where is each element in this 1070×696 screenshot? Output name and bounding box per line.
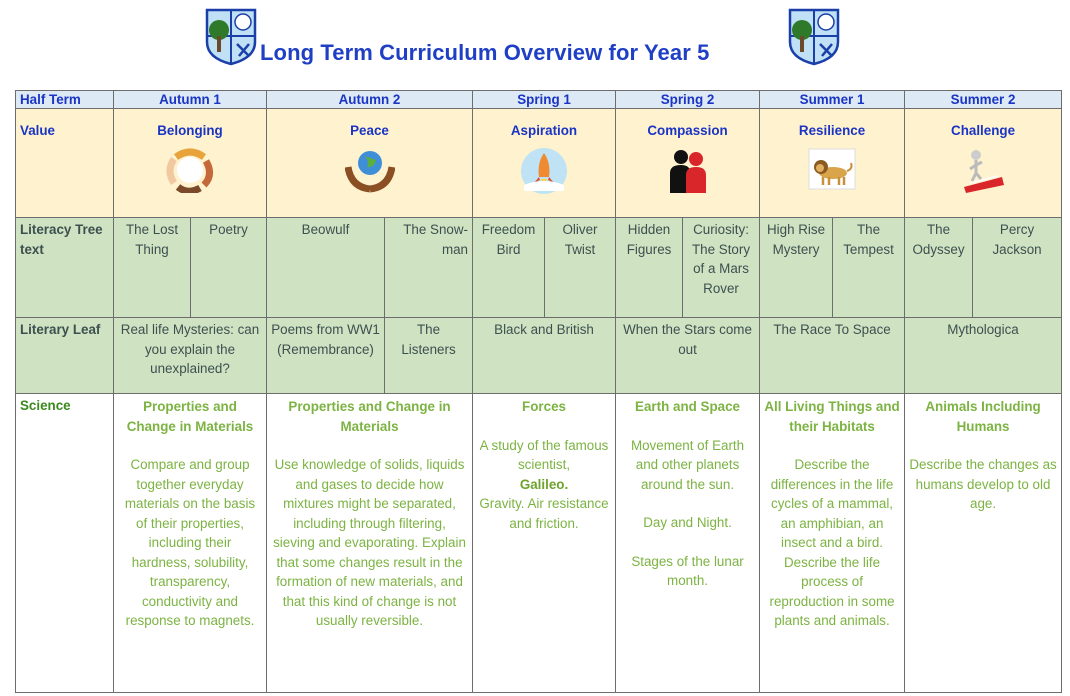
book-cell: Oliver Twist [545,218,616,318]
value-cell [267,109,473,218]
row-label-value [16,109,114,218]
value-cell [616,109,760,218]
leaf-cell: Mythologica [905,318,1062,394]
science-description [620,436,755,591]
science-description-intro: A study of the famous scientist, [479,437,609,472]
book-cell: Freedom Bird [473,218,545,318]
science-point: Movement of Earth and other planets around the sun. [630,437,745,492]
school-crest-icon [205,8,257,66]
curriculum-table [15,90,1062,693]
book-cell: Poetry [191,218,267,318]
value-name: Aspiration [510,123,578,138]
book-cell: Percy Jackson [973,218,1062,318]
row-label-literary-leaf: Literary Leaf [16,318,114,394]
science-topic: Properties and Change in Materials [126,399,254,434]
science-point: Stages of the lunar month. [631,553,744,588]
book-cell: High Rise Mystery [760,218,833,318]
value-cell [473,109,616,218]
science-description: Describe the differences in the life cycles of a mammal, an amphibian, an insect and a bird. Describe the life process of reproduction in some plants and animals. [769,457,895,628]
science-row [16,394,1062,693]
embracing-people-icon [664,147,712,195]
literacy-tree-row [16,218,1062,318]
value-name: Challenge [951,123,1016,138]
science-cell [114,394,267,693]
row-label-literacy-tree: Literacy Tree text [16,218,114,318]
science-cell [267,394,473,693]
term-summer-2: Summer 2 [905,91,1062,109]
page-title: Long Term Curriculum Overview for Year 5 [260,40,710,65]
lion-icon [807,147,857,191]
value-name: Belonging [157,123,223,138]
science-topic: Properties and Change in Materials [288,399,451,434]
book-cell: Hidden Figures [616,218,683,318]
science-cell [616,394,760,693]
term-summer-1: Summer 1 [760,91,905,109]
hands-globe-icon [345,147,395,193]
term-spring-1: Spring 1 [473,91,616,109]
leaf-cell: Black and British [473,318,616,394]
value-cell [760,109,905,218]
value-cell [905,109,1062,218]
book-cell: The Tempest [833,218,905,318]
row-label-half-term: Half Term [16,91,114,109]
hands-circle-icon [166,147,214,193]
leaf-cell: Real life Mysteries: can you explain the unexplained? [114,318,267,394]
science-cell [905,394,1062,693]
value-name: Resilience [798,123,866,138]
science-topic: All Living Things and their Habitats [764,399,900,434]
science-topic: Forces [522,399,566,414]
science-topic: Animals Including Humans [925,399,1041,434]
science-cell [473,394,616,693]
leaf-cell: The Race To Space [760,318,905,394]
half-term-row [16,91,1062,109]
science-highlight-galileo: Galileo. [519,476,569,492]
science-topic: Earth and Space [635,399,740,414]
science-description [477,436,611,534]
book-cell: The Lost Thing [114,218,191,318]
figure-climbing-stairs-icon [958,147,1008,195]
page-header [0,0,1070,90]
value-cell [114,109,267,218]
term-autumn-2: Autumn 2 [267,91,473,109]
science-description: Compare and group together everyday materials on the basis of their properties, including their hardness, solubility, transparency, conductivity and response to magnets. [124,457,256,628]
book-cell: Curiosity: The Story of a Mars Rover [683,218,760,318]
term-spring-2: Spring 2 [616,91,760,109]
term-autumn-1: Autumn 1 [114,91,267,109]
school-crest-icon [788,8,840,66]
leaf-cell: When the Stars come out [616,318,760,394]
leaf-cell: The Listeners [385,318,473,394]
value-name: Peace [350,123,389,138]
leaf-cell: Poems from WW1 (Remembrance) [267,318,385,394]
value-name: Compassion [647,123,728,138]
book-cell: Beowulf [267,218,385,318]
book-cell: The Snow-man [385,218,473,318]
science-description-rest: Gravity. Air resistance and friction. [479,496,609,531]
value-row [16,109,1062,218]
rocket-icon [518,147,570,195]
row-label-value-text: Value [20,123,55,138]
book-cell: The Odyssey [905,218,973,318]
science-cell [760,394,905,693]
literary-leaf-row [16,318,1062,394]
science-description: Use knowledge of solids, liquids and gases to decide how mixtures might be separated, including through filtering, sieving and evaporating. Explain that some changes result in the formation of new materials, and that this kind of change is not usually reversible. [273,457,466,628]
science-point: Day and Night. [643,515,732,530]
science-description: Describe the changes as humans develop to old age. [909,457,1057,511]
row-label-science: Science [16,394,114,693]
